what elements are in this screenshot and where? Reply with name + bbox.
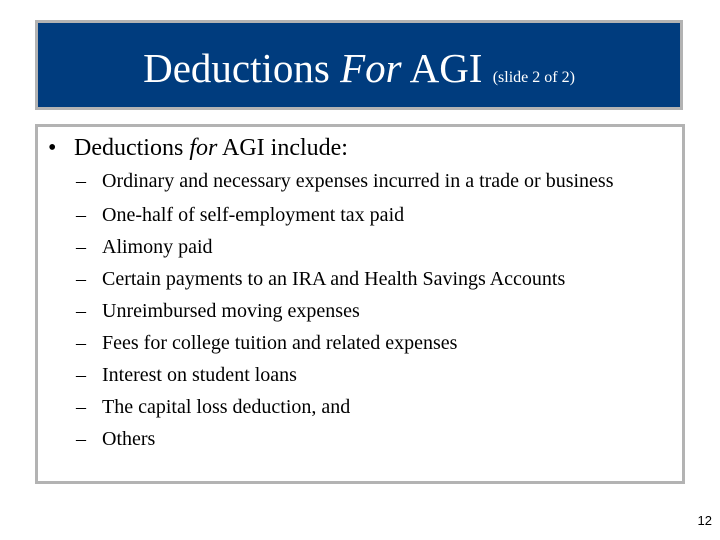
dash-marker: –: [76, 428, 86, 450]
list-item: [76, 169, 642, 193]
list-item-text: Others: [102, 428, 156, 450]
dash-marker: –: [76, 300, 86, 322]
list-item-text: Unreimbursed moving expenses: [102, 300, 360, 322]
list-item: [76, 359, 642, 391]
dash-marker: –: [76, 332, 86, 354]
dash-marker: –: [76, 204, 86, 226]
list-item: [76, 327, 642, 359]
list-item-text: Certain payments to an IRA and Health Savings Accounts: [102, 268, 566, 290]
page-number: 12: [697, 513, 712, 528]
dash-marker: –: [76, 268, 86, 290]
title-italic-word: For: [340, 44, 402, 91]
list-item-text: The capital loss deduction, and: [102, 396, 351, 418]
main-bullet: [48, 133, 348, 163]
title-text-part: AGI: [401, 44, 493, 91]
list-item: [76, 231, 642, 263]
list-item-text: Interest on student loans: [102, 364, 297, 386]
main-bullet-italic: for: [189, 135, 218, 161]
content-box: [35, 124, 685, 484]
list-item-text: Alimony paid: [102, 236, 213, 258]
dash-marker: –: [76, 364, 86, 386]
list-item: [76, 199, 642, 231]
bullet-marker: •: [48, 135, 57, 161]
title-bar: [35, 20, 683, 110]
list-item: [76, 423, 642, 455]
dash-marker: –: [76, 170, 86, 192]
main-bullet-text: Deductions: [74, 135, 190, 161]
list-item-text: One-half of self-employment tax paid: [102, 204, 405, 226]
dash-marker: –: [76, 396, 86, 418]
dash-marker: –: [76, 236, 86, 258]
list-item: [76, 295, 642, 327]
main-bullet-text: AGI include:: [217, 135, 348, 161]
title-slide-count: (slide 2 of 2): [492, 68, 575, 86]
slide-title: [143, 44, 575, 91]
title-text-part: Deductions: [143, 44, 341, 91]
list-item: [76, 391, 642, 423]
list-item-text: Fees for college tuition and related expenses: [102, 332, 458, 354]
list-item-text: Ordinary and necessary expenses incurred in a trade or business: [102, 170, 614, 192]
list-item: [76, 263, 642, 295]
deduction-list: [76, 169, 642, 455]
